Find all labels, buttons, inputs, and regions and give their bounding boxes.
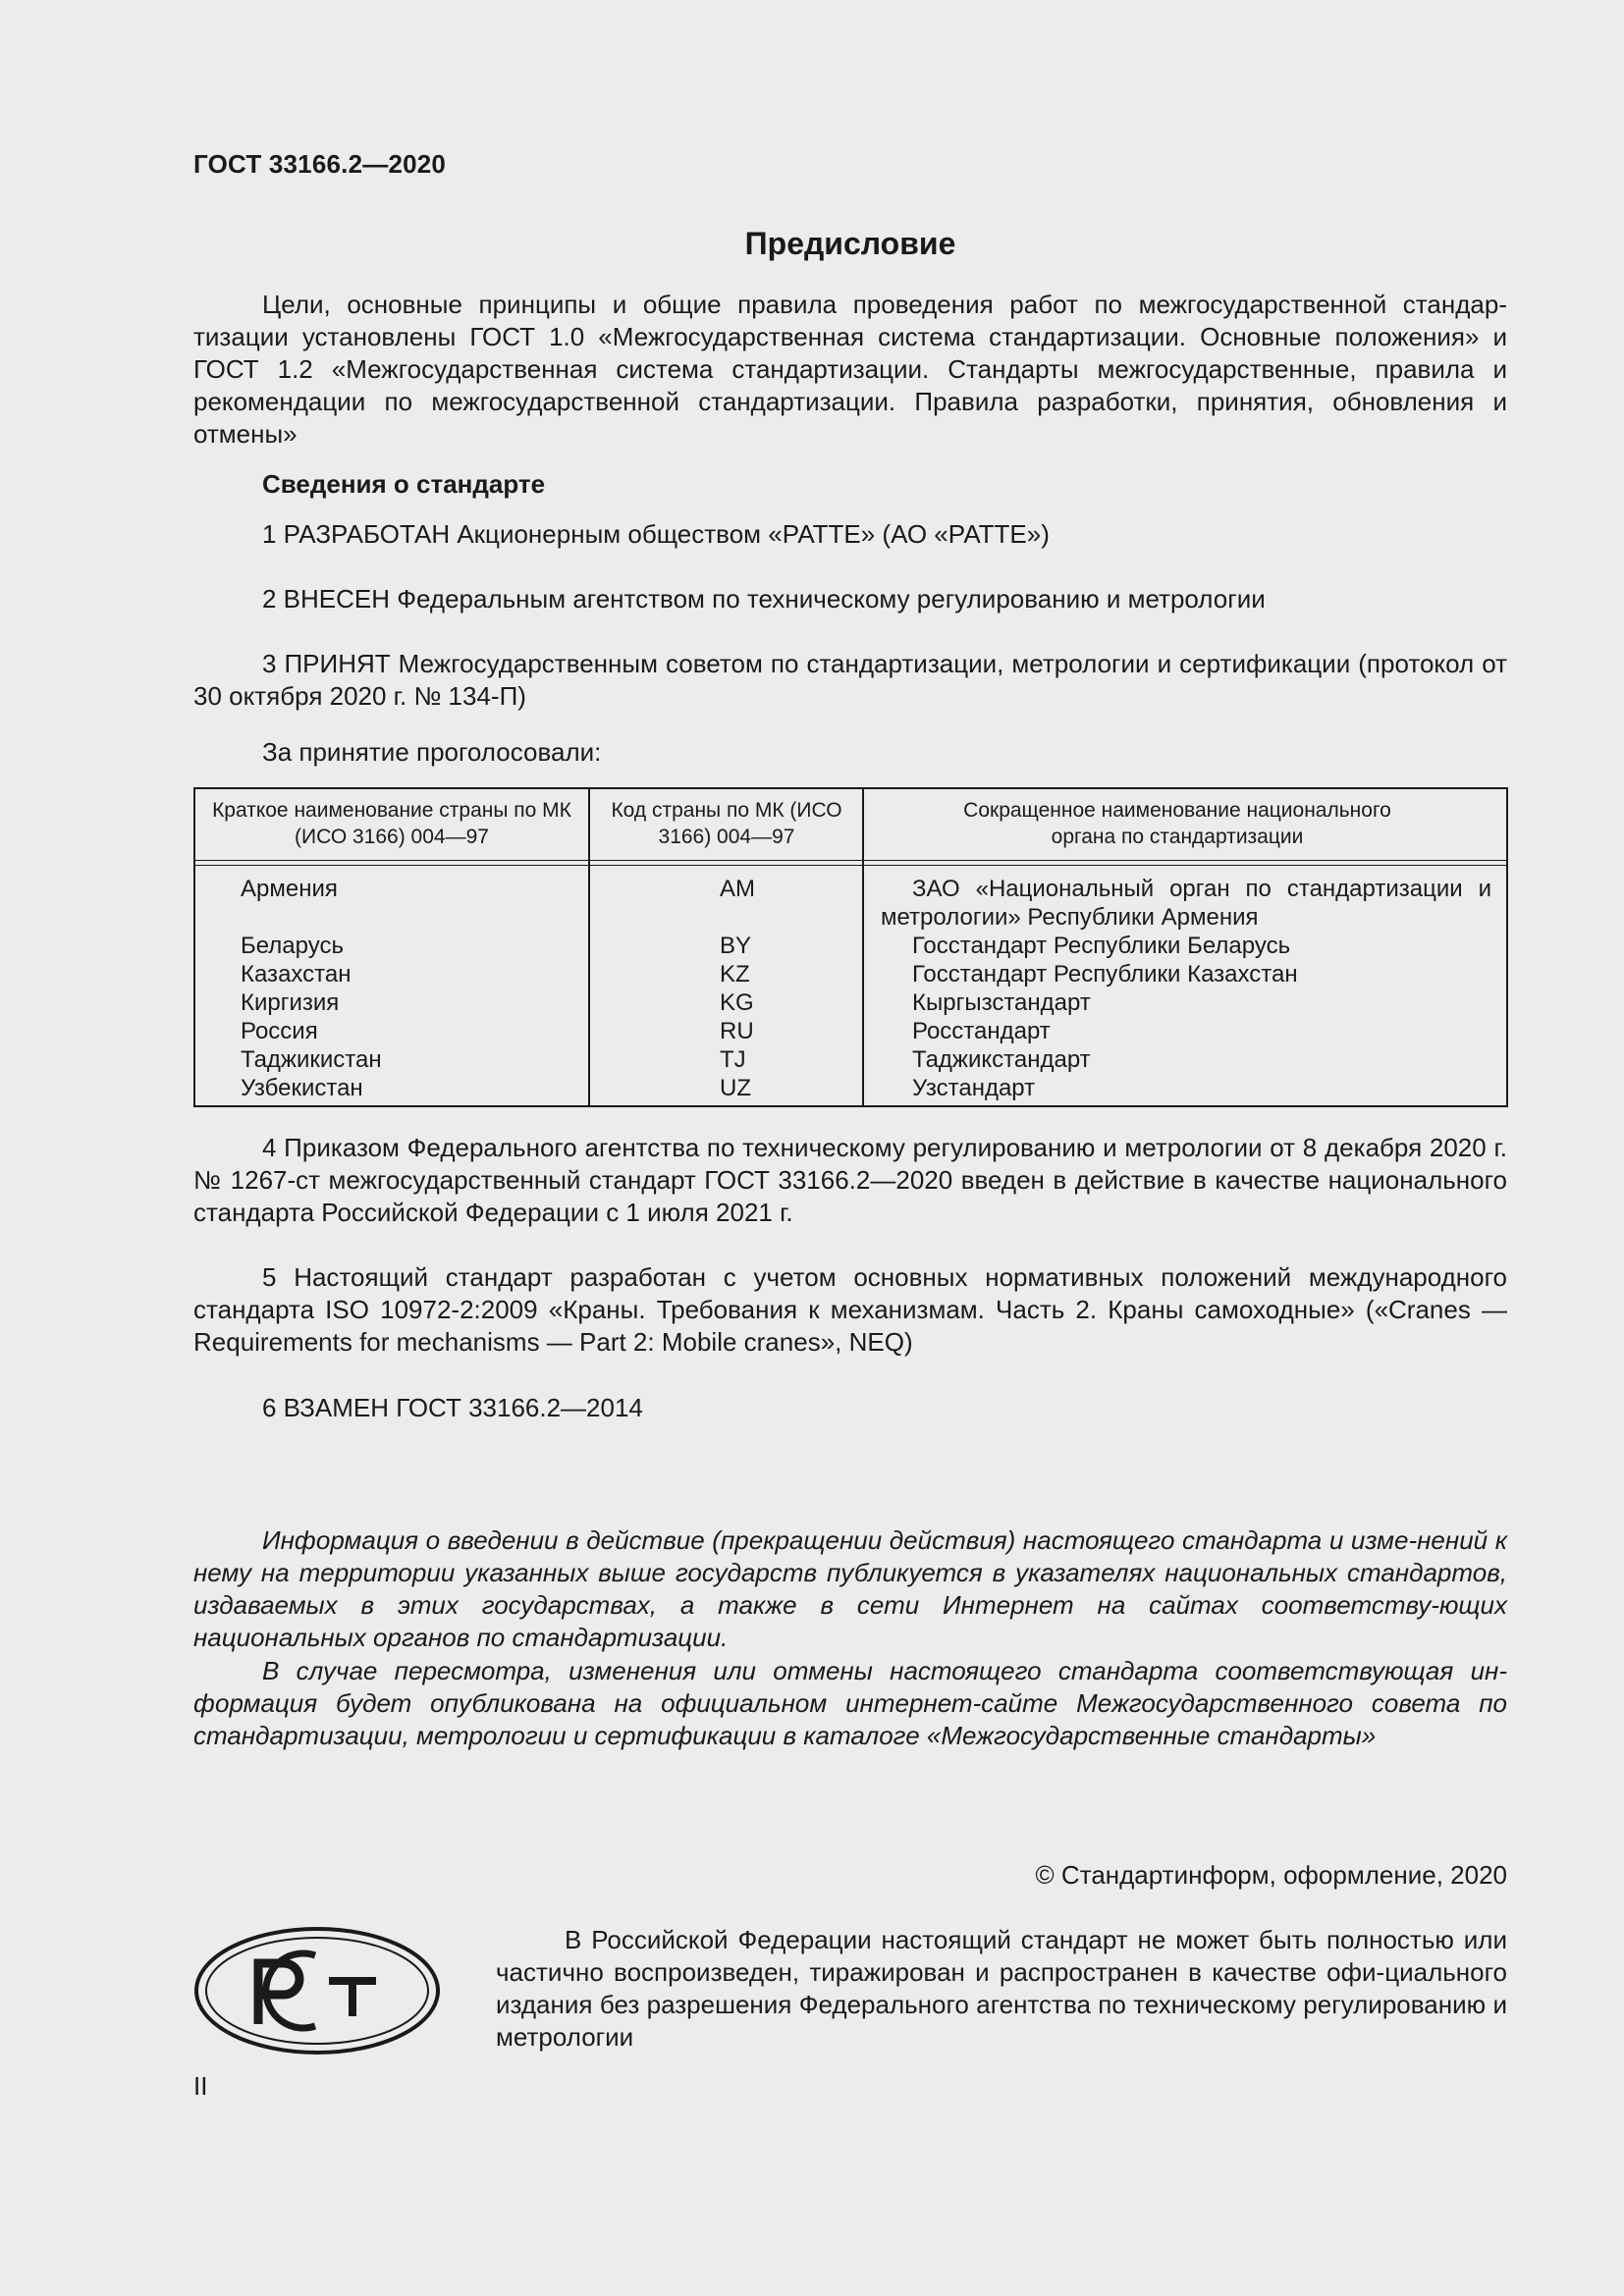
table-cell-country: Армения	[241, 876, 338, 902]
document-code: ГОСТ 33166.2—2020	[193, 149, 447, 179]
voted-label: За принятие проголосовали:	[262, 737, 602, 767]
table-cell-code: BY	[720, 933, 752, 959]
item-introduced: 2 ВНЕСЕН Федеральным агентством по техническому регулированию и метрологии	[262, 584, 1266, 614]
preface-title: Предисловие	[744, 226, 956, 261]
preface-intro: Цели, основные принципы и общие правила проведения работ по межгосударственной стандар-тизации установлены ГОСТ 1.0 «Межгосударственная система стандартизации. Основные положения» и ГОСТ 1.2 «Межгосударственная система стандартизации. Стандарты межгосударственные, правила и рекомендации по межгосударственной стандартизации. Правила разработки, принятия, обновления и отмены»	[193, 290, 1507, 449]
table-header-organ: Сокращенное наименование национального органа по стандартизации	[963, 799, 1391, 848]
page-number: II	[193, 2071, 208, 2101]
item-adopted: 3 ПРИНЯТ Межгосударственным советом по стандартизации, метрологии и сертификации (протокол от 30 октября 2020 г. № 134-П)	[193, 649, 1507, 711]
table-cell-code: UZ	[720, 1075, 751, 1101]
table-cell-country: Таджикистан	[241, 1046, 382, 1073]
table-cell-code: KG	[720, 989, 754, 1016]
info-note-revision: В случае пересмотра, изменения или отмены настоящего стандарта соответствующая ин-формация будет опубликована на официальном интернет-сайте Межгосударственного совета по стандартизации, метрологии и сертификации в каталоге «Межгосударственные стандарты»	[193, 1656, 1507, 1750]
table-cell-country: Узбекистан	[241, 1075, 363, 1101]
table-cell-code: RU	[720, 1018, 754, 1044]
table-cell-code: AM	[720, 876, 755, 902]
rst-logo-icon	[193, 1926, 441, 2056]
standard-info-heading: Сведения о стандарте	[262, 469, 546, 499]
table-cell-country: Киргизия	[241, 989, 340, 1016]
table-header-country: Краткое наименование страны по МК (ИСО 3166) 004—97	[212, 799, 571, 848]
table-header-code: Код страны по МК (ИСО 3166) 004—97	[611, 799, 842, 848]
table-cell-organ: Таджикстандарт	[912, 1046, 1091, 1073]
table-cell-organ: Госстандарт Республики Казахстан	[912, 961, 1298, 988]
table-cell-organ: Кыргызстандарт	[912, 989, 1091, 1016]
item-developed: 1 РАЗРАБОТАН Акционерным обществом «РАТТЕ» (АО «РАТТЕ»)	[262, 519, 1050, 549]
table-cell-organ: Росстандарт	[912, 1018, 1051, 1044]
voting-table	[193, 787, 1508, 1107]
item-enacted: 4 Приказом Федерального агентства по техническому регулированию и метрологии от 8 декабря 2020 г. № 1267-ст межгосударственный стандарт ГОСТ 33166.2—2020 введен в действие в качестве национального стандарта Российской Федерации с 1 июля 2021 г.	[193, 1133, 1507, 1227]
table-cell-country: Казахстан	[241, 961, 352, 988]
table-cell-organ: Госстандарт Республики Беларусь	[912, 933, 1291, 959]
table-cell-code: TJ	[720, 1046, 746, 1073]
item-replaces: 6 ВЗАМЕН ГОСТ 33166.2—2014	[262, 1393, 643, 1422]
copyright-line: © Стандартинформ, оформление, 2020	[1035, 1860, 1507, 1890]
info-note-publication: Информация о введении в действие (прекращении действия) настоящего стандарта и изме-нений к нему на территории указанных выше государств публикуется в указателях национальных стандартов, издаваемых в этих государствах, а также в сети Интернет на сайтах соответству-ющих национальных органов по стандартизации.	[193, 1525, 1507, 1652]
table-cell-country: Беларусь	[241, 933, 344, 959]
table-column-divider	[588, 789, 590, 1105]
table-header-divider	[195, 860, 1506, 866]
table-column-divider	[862, 789, 864, 1105]
table-cell-country: Россия	[241, 1018, 318, 1044]
table-cell-organ: Узстандарт	[912, 1075, 1036, 1101]
table-cell-organ: ЗАО «Национальный орган по стандартизации и метрологии» Республики Армения	[881, 876, 1491, 931]
item-based-on: 5 Настоящий стандарт разработан с учетом основных нормативных положений международного стандарта ISO 10972-2:2009 «Краны. Требования к механизмам. Часть 2. Краны самоходные» («Cranes — Requirements for mechanisms — Part 2: Mobile cranes», NEQ)	[193, 1262, 1507, 1357]
reproduction-notice: В Российской Федерации настоящий стандарт не может быть полностью или частично воспроизведен, тиражирован и распространен в качестве офи-циального издания без разрешения Федерального агентства по техническому регулированию и метрологии	[496, 1925, 1507, 2052]
table-cell-code: KZ	[720, 961, 750, 988]
